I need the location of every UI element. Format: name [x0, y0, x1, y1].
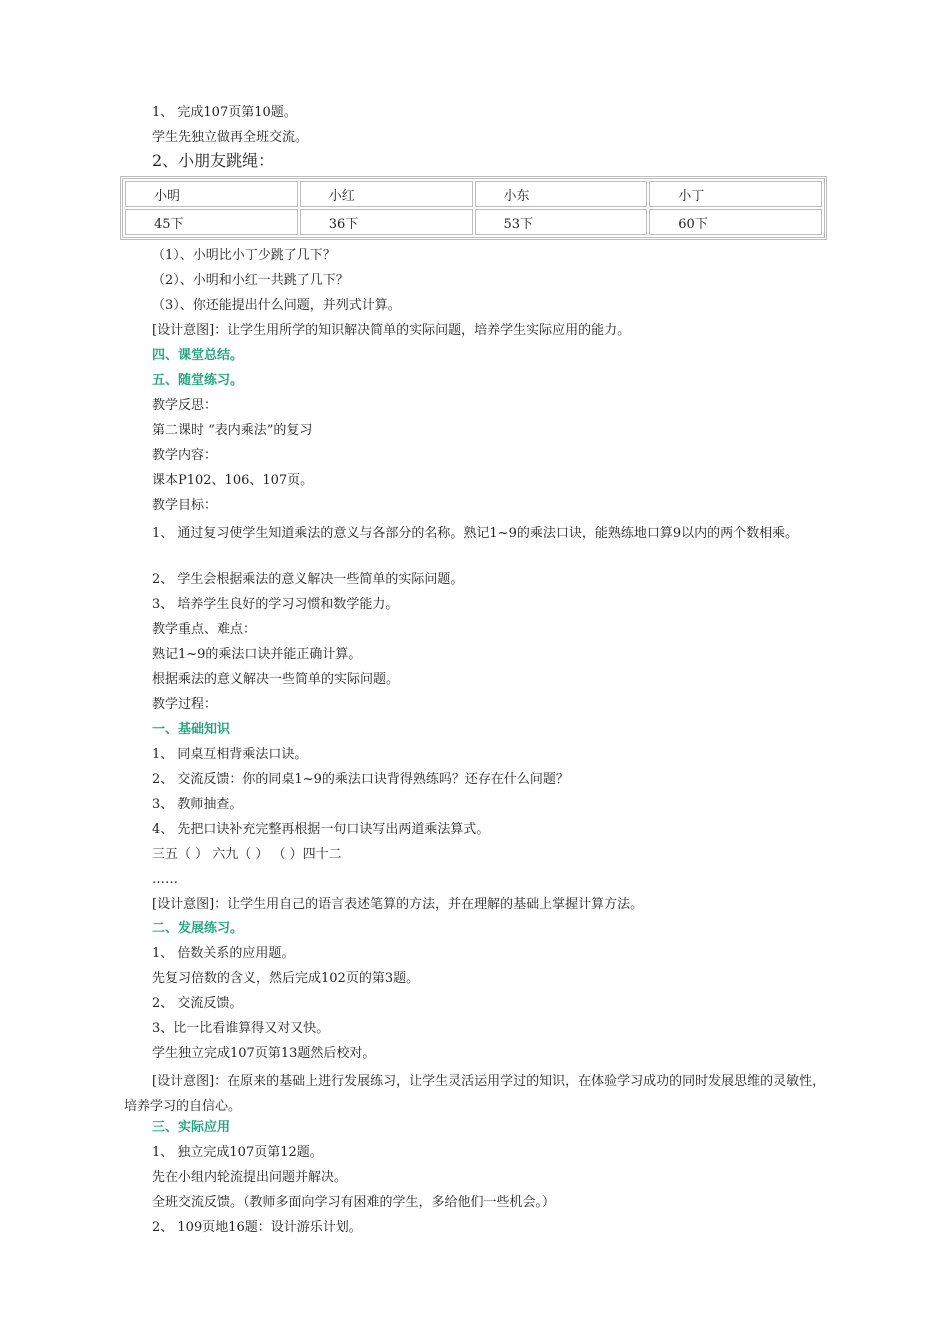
section-heading: 四、课堂总结。: [152, 348, 244, 363]
list-item: 先在小组内轮流提出问题并解决。: [152, 1170, 348, 1185]
question: （1）、小明比小丁少跳了几下？: [152, 248, 336, 263]
list-item: 2、 交流反馈。: [152, 996, 243, 1011]
goals-label: 教学目标：: [152, 498, 218, 513]
content-value: 课本P102、106、107页。: [152, 473, 314, 488]
list-item: 全班交流反馈。（教师多面向学习有困难的学生，多给他们一些机会。）: [152, 1195, 556, 1210]
table-row: [125, 181, 822, 207]
table-cell: 36下: [300, 209, 473, 235]
key-label: 教学重点、难点：: [152, 622, 257, 637]
key-item: 根据乘法的意义解决一些简单的实际问题。: [152, 672, 400, 687]
question: （3）、你还能提出什么问题，并列式计算。: [152, 298, 401, 313]
lesson-title: 第二课时 “表内乘法”的复习: [152, 423, 313, 438]
table-header-cell: 小东: [475, 181, 648, 207]
list-item: 3、 教师抽查。: [152, 797, 243, 812]
fill-blanks: 三五（ ） 六九（ ） （ ）四十二: [152, 847, 342, 862]
table-row: [125, 209, 822, 235]
section-heading: 五、随堂练习。: [152, 373, 244, 388]
list-item: 2、 109页地16题：设计游乐计划。: [152, 1220, 362, 1235]
list-item: 3、比一比看谁算得又对又快。: [152, 1021, 330, 1036]
list-item: 学生独立完成107页第13题然后校对。: [152, 1046, 376, 1061]
table-cell: 45下: [125, 209, 298, 235]
table-cell: 53下: [475, 209, 648, 235]
table-header-cell: 小红: [300, 181, 473, 207]
table-cell: 60下: [649, 209, 822, 235]
section-title: 2、小朋友跳绳：: [152, 151, 275, 170]
key-item: 熟记1~9的乘法口诀并能正确计算。: [152, 647, 362, 662]
design-intent: [设计意图]：让学生用自己的语言表述笔算的方法，并在理解的基础上掌握计算方法。: [152, 897, 644, 912]
task-line: 1、 完成107页第10题。: [152, 105, 297, 120]
table-header-cell: 小丁: [649, 181, 822, 207]
jump-rope-table: [120, 176, 827, 240]
process-label: 教学过程：: [152, 697, 218, 712]
list-item: 1、 倍数关系的应用题。: [152, 946, 295, 961]
content-label: 教学内容：: [152, 448, 218, 463]
section-heading: 三、实际应用: [152, 1120, 231, 1135]
list-item: 1、 同桌互相背乘法口诀。: [152, 747, 308, 762]
list-item: 1、 独立完成107页第12题。: [152, 1145, 323, 1160]
section-heading: 一、基础知识: [152, 722, 231, 737]
goal-item: 3、 培养学生良好的学习习惯和数学能力。: [152, 597, 399, 612]
design-intent: [设计意图]：在原来的基础上进行发展练习，让学生灵活运用学过的知识，在体验学习成功的同时发展思维的灵敏性，培养学习的自信心。: [124, 1074, 826, 1114]
table-header-cell: 小明: [125, 181, 298, 207]
reflection-label: 教学反思：: [152, 398, 218, 413]
section-heading: 二、发展练习。: [152, 921, 244, 936]
list-item: 4、 先把口诀补充完整再根据一句口诀写出两道乘法算式。: [152, 822, 490, 837]
task-line: 学生先独立做再全班交流。: [152, 130, 309, 145]
question: （2）、小明和小红一共跳了几下？: [152, 273, 349, 288]
list-item: 2、 交流反馈：你的同桌1~9的乘法口诀背得熟练吗？还存在什么问题？: [152, 772, 569, 787]
ellipsis: ……: [152, 872, 178, 887]
design-intent: [设计意图]：让学生用所学的知识解决简单的实际问题，培养学生实际应用的能力。: [152, 323, 631, 338]
list-item: 先复习倍数的含义，然后完成102页的第3题。: [152, 971, 420, 986]
goal-item: 1、 通过复习使学生知道乘法的意义与各部分的名称。熟记1~9的乘法口诀，能熟练地口算9以内的两个数相乘。: [152, 526, 799, 541]
goal-item: 2、 学生会根据乘法的意义解决一些简单的实际问题。: [152, 572, 464, 587]
